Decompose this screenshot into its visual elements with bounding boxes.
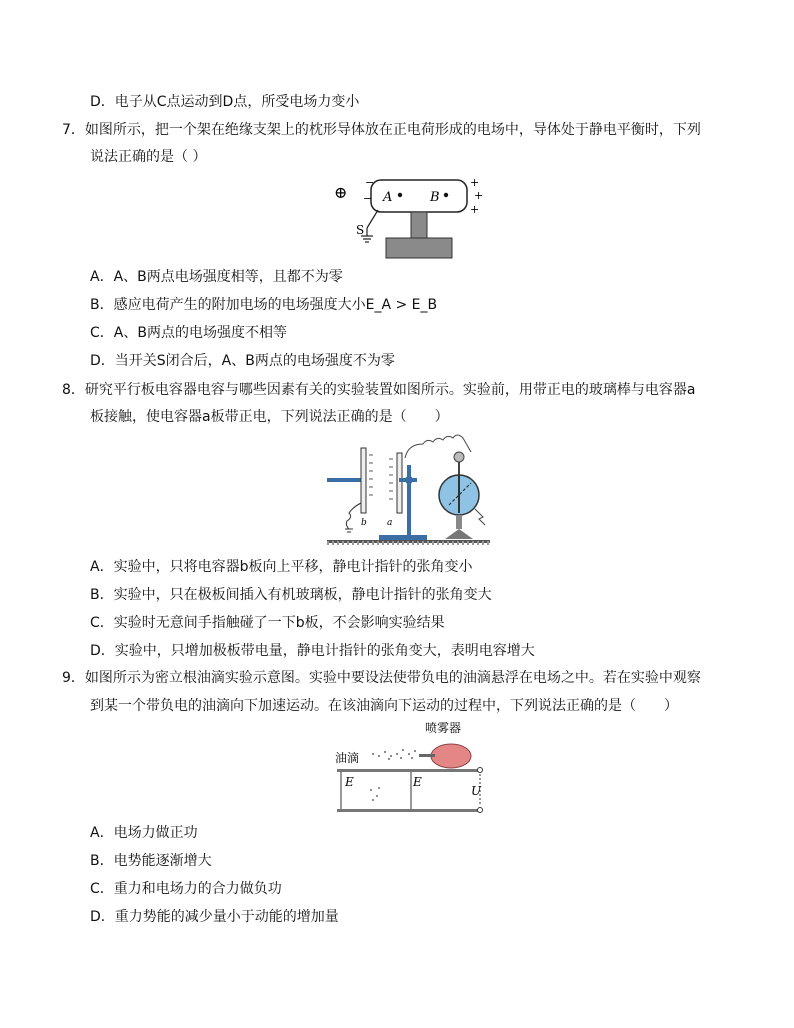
question-8-line1: 8．研究平行板电容器电容与哪些因素有关的实验装置如图所示。实验前，用带正电的玻璃棒与电容器a: [62, 382, 696, 398]
question-9-line2: 到某一个带负电的油滴向下加速运动。在该油滴向下运动的过程中，下列说法正确的是（ ）: [90, 698, 678, 714]
q8-option-a: A．实验中，只将电容器b板向上平移，静电计指针的张角变小: [90, 559, 473, 575]
sprayer-label: 喷雾器: [425, 721, 462, 735]
figure-pillow-conductor: [330, 172, 490, 264]
q8-option-b: B．实验中，只在极板间插入有机玻璃板，静电计指针的张角变大: [90, 587, 492, 603]
svg-text:−: −: [363, 192, 373, 205]
point-b-label: B: [430, 190, 440, 205]
plate-a-label: a: [387, 518, 393, 528]
svg-text:+: +: [470, 203, 480, 216]
option-d-prev: D．电子从C点运动到D点，所受电场力变小: [90, 94, 360, 110]
q7-option-c: C．A、B两点的电场强度不相等: [90, 325, 287, 341]
q9-option-b: B．电势能逐渐增大: [90, 853, 212, 869]
figure-capacitor-electrometer: [327, 433, 490, 548]
q7-option-d: D．当开关S闭合后，A、B两点的电场强度不为零: [90, 353, 395, 369]
q9-option-d: D．重力势能的减少量小于动能的增加量: [90, 909, 339, 925]
q9-option-c: C．重力和电场力的合力做负功: [90, 881, 282, 897]
svg-text:−: −: [365, 176, 375, 189]
question-7-line2: 说法正确的是（ ）: [90, 149, 207, 165]
q8-option-c: C．实验时无意间手指触碰了一下b板，不会影响实验结果: [90, 615, 445, 631]
svg-text:U: U: [471, 784, 482, 798]
question-9-line1: 9．如图所示为密立根油滴实验示意图。实验中要设法使带负电的油滴悬浮在电场之中。若在实验中观察: [62, 670, 701, 686]
q9-option-a: A．电场力做正功: [90, 825, 198, 841]
question-8-line2: 板接触，使电容器a板带正电，下列说法正确的是（ ）: [90, 409, 449, 425]
q7-option-b: B．感应电荷产生的附加电场的电场强度大小E_A > E_B: [90, 297, 438, 313]
svg-text:+: +: [470, 176, 480, 189]
point-a-label: A: [383, 190, 393, 205]
oil-drop-label: 油滴: [335, 751, 360, 765]
switch-s-label: S: [356, 223, 365, 237]
positive-charge-symbol: ⊕: [334, 183, 348, 202]
q8-option-d: D．实验中，只增加极板带电量，静电计指针的张角变大，表明电容增大: [90, 643, 535, 659]
figure-millikan-oil-drop: [333, 718, 491, 818]
svg-text:+: +: [474, 189, 484, 202]
q7-option-a: A．A、B两点电场强度相等，且都不为零: [90, 269, 343, 285]
svg-text:E: E: [413, 775, 422, 789]
question-7-line1: 7．如图所示，把一个架在绝缘支架上的枕形导体放在正电荷形成的电场中，导体处于静电平衡时，下列: [62, 122, 701, 138]
svg-text:E: E: [345, 775, 354, 789]
plate-b-label: b: [361, 518, 367, 528]
